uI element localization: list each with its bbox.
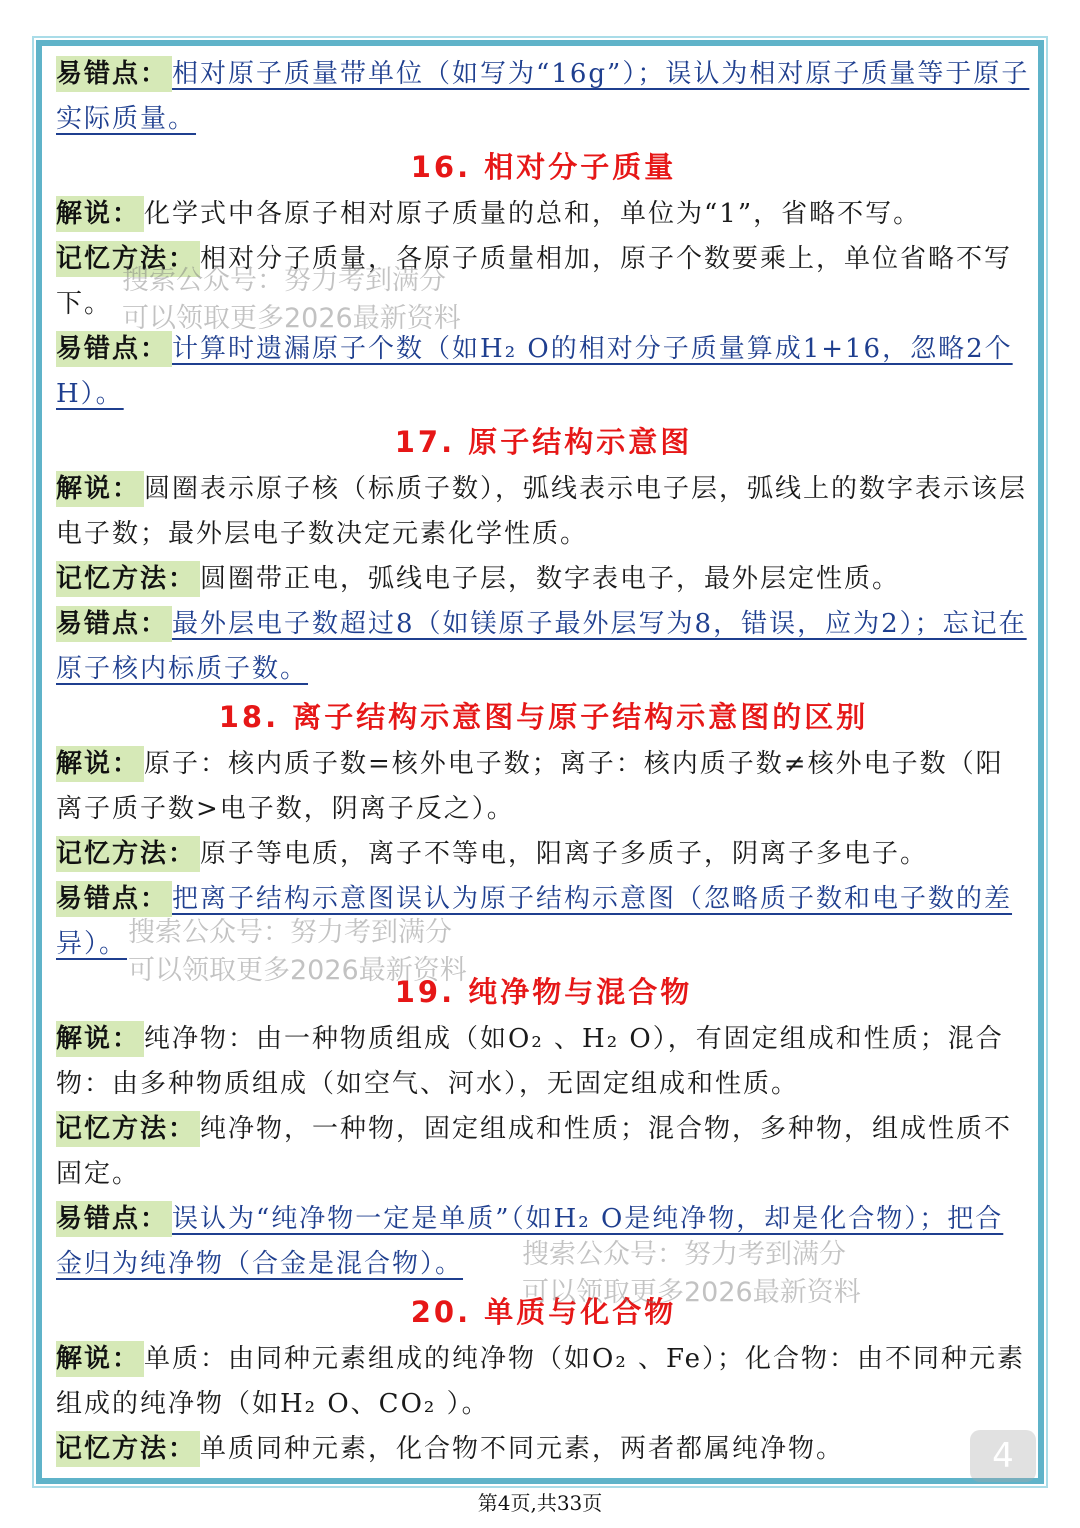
- memory-text: 单质同种元素，化合物不同元素，两者都属纯净物。: [200, 1434, 845, 1464]
- memory-method: [56, 832, 1031, 877]
- page-footer: 第4页,共33页: [477, 1491, 603, 1515]
- explanation: [56, 1017, 1031, 1107]
- section-heading: 17. 原子结构示意图: [394, 425, 693, 459]
- error-text: 相对原子质量带单位（如写为“16g”）；误认为相对原子质量等于原子实际质量。: [56, 59, 1030, 134]
- memory-label: 记忆方法：: [56, 1431, 200, 1467]
- error-point: [56, 327, 1031, 417]
- error-text: 最外层电子数超过8（如镁原子最外层写为8，错误，应为2）；忘记在原子核内标质子数。: [56, 609, 1027, 684]
- watermark-line: 可以领取更多2026最新资料: [128, 955, 467, 986]
- explain-label: 解说：: [56, 471, 144, 507]
- watermark: [128, 914, 467, 990]
- explain-label: 解说：: [56, 1021, 144, 1057]
- memory-label: 记忆方法：: [56, 836, 200, 872]
- error-label: 易错点：: [56, 1201, 172, 1237]
- error-label: 易错点：: [56, 56, 172, 92]
- explain-label: 解说：: [56, 196, 144, 232]
- memory-method: [56, 1107, 1031, 1197]
- memory-label: 记忆方法：: [56, 561, 200, 597]
- watermark-line: 搜索公众号：努力考到满分: [522, 1239, 846, 1270]
- error-label: 易错点：: [56, 331, 172, 367]
- intro-error-point: [56, 52, 1031, 142]
- explain-text: 单质：由同种元素组成的纯净物（如O₂ 、Fe）；化合物：由不同种元素组成的纯净物（如H₂ O、CO₂ ）。: [56, 1344, 1026, 1419]
- explanation: [56, 742, 1031, 832]
- error-text: 计算时遗漏原子个数（如H₂ O的相对分子质量算成1+16，忽略2个H）。: [56, 334, 1013, 409]
- explain-text: 纯净物：由一种物质组成（如O₂ 、H₂ O），有固定组成和性质；混合物：由多种物质组成（如空气、河水），无固定组成和性质。: [56, 1024, 1004, 1099]
- explain-label: 解说：: [56, 1341, 144, 1377]
- explain-text: 圆圈表示原子核（标质子数），弧线表示电子层，弧线上的数字表示该层电子数；最外层电子数决定元素化学性质。: [56, 474, 1028, 549]
- memory-label: 记忆方法：: [56, 241, 200, 277]
- memory-method: [56, 1427, 1031, 1472]
- error-label: 易错点：: [56, 881, 172, 917]
- page-number-badge: 4: [970, 1430, 1036, 1482]
- watermark-line: 可以领取更多2026最新资料: [522, 1277, 861, 1308]
- memory-method: [56, 557, 1031, 602]
- watermark: [522, 1236, 861, 1312]
- explain-text: 化学式中各原子相对原子质量的总和，单位为“1”，省略不写。: [144, 199, 922, 229]
- watermark-line: 搜索公众号：努力考到满分: [122, 265, 446, 296]
- error-point: [56, 602, 1031, 692]
- explanation: [56, 192, 1031, 237]
- section-heading: 16. 相对分子质量: [410, 150, 677, 184]
- section-20: [56, 1287, 1031, 1472]
- watermark: [122, 262, 461, 338]
- memory-text: 纯净物，一种物，固定组成和性质；混合物，多种物，组成性质不固定。: [56, 1114, 1013, 1189]
- watermark-line: 搜索公众号：努力考到满分: [128, 917, 452, 948]
- section-heading: 20. 单质与化合物: [410, 1295, 677, 1329]
- explanation: [56, 1337, 1031, 1427]
- explanation: [56, 467, 1031, 557]
- error-label: 易错点：: [56, 606, 172, 642]
- explain-label: 解说：: [56, 746, 144, 782]
- section-heading: 18. 离子结构示意图与原子结构示意图的区别: [218, 700, 869, 734]
- error-text: 误认为“纯净物一定是单质”（如H₂ O是纯净物，却是化合物）；把合金归为纯净物（合金是混合物）。: [56, 1204, 1004, 1279]
- memory-label: 记忆方法：: [56, 1111, 200, 1147]
- error-text: 把离子结构示意图误认为原子结构示意图（忽略质子数和电子数的差异）。: [56, 884, 1013, 959]
- watermark-line: 可以领取更多2026最新资料: [122, 303, 461, 334]
- memory-text: 相对分子质量，各原子质量相加，原子个数要乘上，单位省略不写下。: [56, 244, 1013, 319]
- memory-text: 原子等电质，离子不等电，阳离子多质子，阴离子多电子。: [200, 839, 929, 869]
- memory-text: 圆圈带正电，弧线电子层，数字表电子，最外层定性质。: [200, 564, 901, 594]
- section-heading: 19. 纯净物与混合物: [394, 975, 693, 1009]
- section-17: [56, 417, 1031, 692]
- explain-text: 原子：核内质子数=核外电子数；离子：核内质子数≠核外电子数（阳离子质子数>电子数，阴离子反之）。: [56, 749, 1004, 824]
